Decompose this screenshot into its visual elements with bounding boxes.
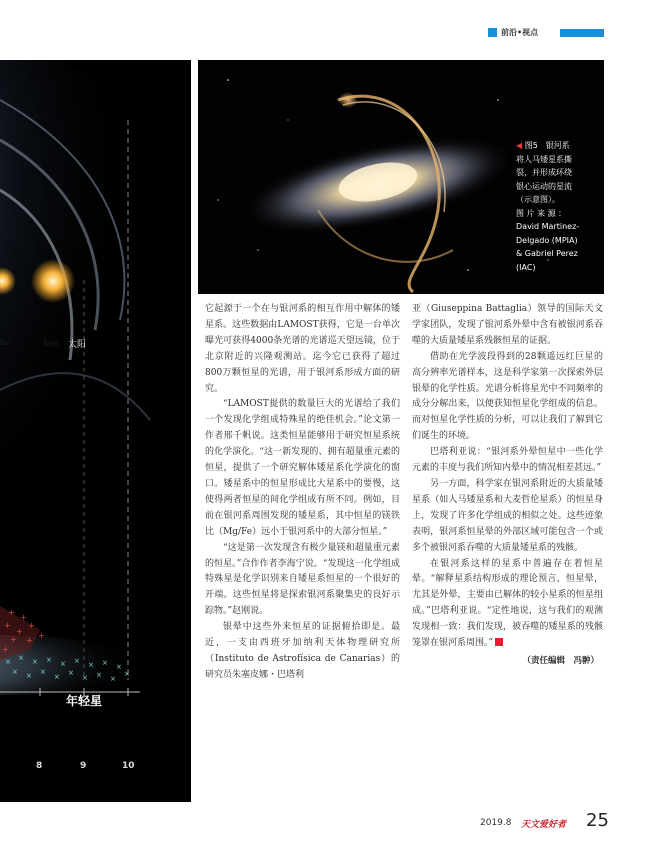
milky-way-illustration: [0, 60, 191, 802]
svg-text:×: ×: [116, 663, 122, 671]
svg-text:×: ×: [46, 656, 52, 664]
sun-chinese-label: 太阳: [68, 340, 87, 350]
svg-text:+: +: [28, 621, 35, 630]
paragraph: 它起源于一个在与银河系的相互作用中解体的矮星系。这些数据由LAMOST获得，它是一台单次曝光可获得4000条光谱的光谱巡天望远镜，位于北京附近的兴隆观测站。迄今它已获得了超过800万颗恒星的光谱，用于银河系形成方面的研究。: [205, 304, 400, 394]
article-column-1: [205, 302, 400, 684]
paragraph-text: 在银河系这样的星系中普遍存在着恒星晕。“解释星系结构形成的理论预言，恒星晕，尤其是外晕，主要由已解体的较小星系的恒星组成。”巴塔利亚说。“定性地说，这与我们的观测发现相一致：我们发现，被吞噬的矮星系的残骸笼罩在银河系周围。”: [412, 558, 603, 649]
svg-text:×: ×: [32, 658, 38, 666]
caption-line: 将人马矮星系撕: [516, 154, 572, 164]
article-column-2: [412, 302, 603, 670]
issue-date: 2019.8: [480, 818, 512, 828]
sun-label: Sun: [43, 339, 59, 348]
paragraph: 另一方面，科学家在银河系附近的大质量矮星系（如人马矮星系和大麦哲伦星系）的恒星身上，发现了许多化学组成的相似之处。这些迹象表明，银河系恒星晕的外部区域可能包含一个或多个被银河系吞噬的大质量矮星系的残骸。: [412, 478, 603, 553]
magazine-name: 天文爱好者: [521, 820, 567, 830]
caption-line: 银心运动的星流: [516, 181, 572, 191]
axis-tick: 10: [122, 761, 135, 771]
axis-tick: 9: [80, 761, 87, 771]
caption-line: 图5 银河系: [524, 141, 570, 150]
caption-line: 裂，并形成环绕: [516, 168, 572, 177]
svg-text:×: ×: [18, 654, 24, 662]
svg-text:×: ×: [74, 657, 80, 665]
paragraph: 银晕中这些外来恒星的证据俯拾即是。最近，一支由西班牙加纳利天体物理研究所（Instituto de Astrofísica de Canarias）的研究员朱塞皮娜・巴塔利: [205, 622, 400, 680]
caption-line: （示意图）。: [516, 195, 560, 204]
caption-credit: David Martinez-: [516, 222, 580, 231]
svg-text:×: ×: [54, 673, 60, 681]
svg-text:×: ×: [68, 669, 74, 677]
svg-text:×: ×: [88, 661, 94, 669]
caption-marker-icon: ◀: [516, 141, 523, 150]
milky-way-graphic: [0, 60, 191, 802]
svg-text:+: +: [38, 631, 45, 640]
svg-text:×: ×: [82, 674, 88, 682]
caption-line: 图 片 来 源 ：: [516, 208, 567, 218]
svg-text:×: ×: [26, 672, 32, 680]
caption-credit: & Gabriel Perez: [516, 249, 578, 258]
paragraph: “这是第一次发现含有极少量镁和超量重元素的恒星。”合作作者李海宁说。“发现这一化学组成特殊星是化学识别来自矮星系恒星的一个很好的开端。这些恒星将是探索银河系聚集史的良好示踪物。”赵刚说。: [205, 542, 400, 617]
end-mark-icon: [495, 638, 503, 646]
paragraph: 借助在光学波段得到的28颗遥远红巨星的高分辨率光谱样本，这是科学家第一次探索外层银晕的化学性质。光谱分析将星光中不同频率的成分分解出来，以便获知恒星化学组成的信息。而对恒星化学性质的分析，可以让我们了解到它们诞生的环境。: [412, 351, 603, 442]
svg-text:+: +: [2, 645, 9, 654]
paragraph: “LAMOST提供的数量巨大的光谱给了我们一个发现化学组成特殊星的绝佳机会。”论文第一作者邢千帆说。这类恒星能够用于研究恒星系统的化学演化。“这一新发现的、拥有超量重元素的恒星，提供了一个研究解体矮星系化学演化的窗口。矮星系中的恒星形成比大星系中的要慢，这使得两者恒星的间化学组成有所不同。例如，目前在银河系周围发现的矮星系，其中恒星的镁铁比（Mg/Fe）远小于银河系中的大部分恒星。”: [205, 399, 400, 537]
section-square-icon: [488, 28, 497, 37]
svg-text:×: ×: [110, 675, 116, 683]
header-accent-bar: [560, 29, 604, 37]
svg-text:+: +: [20, 613, 27, 622]
caption-credit: (IAC): [516, 262, 536, 272]
svg-text:×: ×: [5, 658, 11, 666]
svg-text:×: ×: [124, 670, 130, 678]
editor-credit: （责任编辑 冯翀）: [522, 655, 599, 666]
svg-text:×: ×: [60, 660, 66, 668]
section-label: [488, 27, 538, 38]
svg-text:+: +: [8, 608, 15, 617]
paragraph: 亚（Giuseppina Battaglia）领导的国际天文学家团队，发现了银河系外晕中含有被银河系吞噬的大质量矮星系残骸恒星的证据。: [412, 304, 603, 346]
figure-caption: [516, 139, 598, 274]
paragraph: 巴塔利亚说：“银河系外晕恒星中一些化学元素的丰度与我们所知内晕中的情况相差甚远。”: [412, 447, 603, 474]
axis-tick: 8: [36, 761, 43, 771]
svg-text:×: ×: [12, 668, 18, 676]
svg-text:×: ×: [102, 659, 108, 667]
svg-text:×: ×: [40, 668, 46, 676]
sun-partial-label: Su: [0, 339, 9, 347]
page-number: 25: [586, 810, 609, 831]
paragraph-last: [412, 557, 603, 652]
svg-text:+: +: [26, 636, 33, 645]
svg-text:+: +: [10, 635, 17, 644]
svg-text:+: +: [4, 621, 11, 630]
caption-credit: Delgado (MPIA): [516, 235, 578, 245]
section-title: 前沿•视点: [501, 28, 539, 37]
svg-text:+: +: [16, 627, 23, 636]
young-stars-label: 年轻星: [66, 694, 103, 708]
svg-text:×: ×: [96, 671, 102, 679]
